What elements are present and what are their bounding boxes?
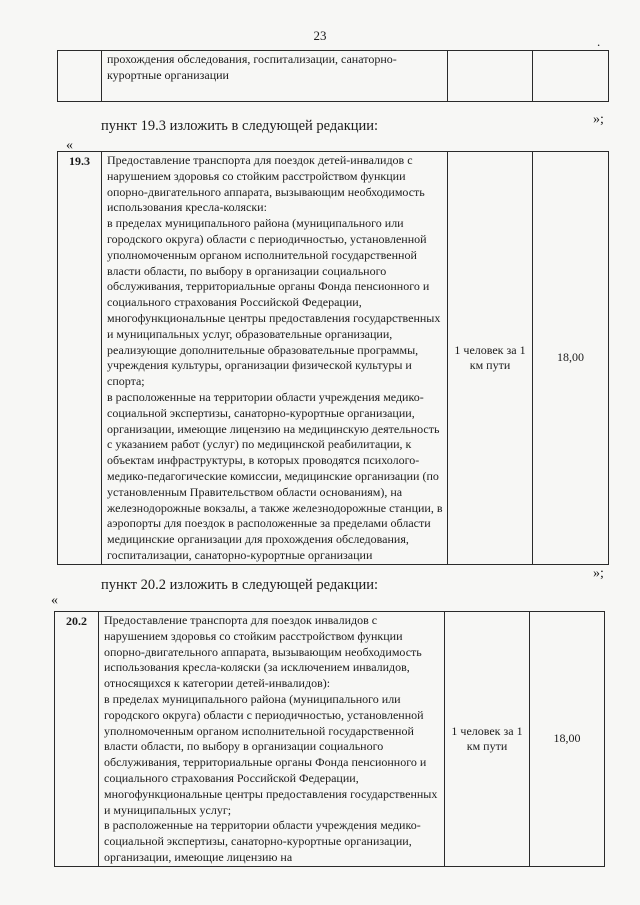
row-20-2-description: Предоставление транспорта для поездок инвалидов с нарушением здоровья со стойким расстройством функции опорно-двигательного аппарата, вызывающим необходимость использования кресла-коляски (за исключением инвалидов, относящихся к категории детей-инвалидов): в пределах муниципального района (муниципального или городского округа) области с периодичностью, установленной уполномоченным органом исполнительной государственной власти области, по выбору в организации социального обслуживания, территориальные органы Фонда пенсионного и социального страхования Российской Федерации, многофункциональные центры предоставления государственных и муниципальных услуг; в расположенные на территории области учреждения медико-социальной экспертизы, санаторно-курортные организации, организации, имеющие лицензию на xyxy=(104,613,438,864)
section1-heading: пункт 19.3 изложить в следующей редакции: xyxy=(101,118,379,134)
row-20-2-unit: 1 человек за 1 км пути xyxy=(445,612,530,867)
section1-table xyxy=(57,151,609,565)
section2-open-quote: « xyxy=(51,593,58,608)
row-19-3-description: Предоставление транспорта для поездок детей-инвалидов с нарушением здоровья со стойким расстройством функции опорно-двигательного аппарата, вызывающим необходимость использования кресла-коляски: в пределах муниципального района (муниципального или городского округа) области с периодичностью, установленной уполномоченным органом исполнительной государственной власти области, по выбору в организации социального обслуживания, территориальные органы Фонда пенсионного и социального страхования Российской Федерации, многофункциональные центры предоставления государственных и муниципальных услуг, образовательные организации, реализующие дополнительные образовательные программы, учреждения культуры, организации физической культуры и спорта; в расположенные на территории области учреждения медико-социальной экспертизы, санаторно-курортные организации, организации, имеющие лицензию на медицинскую деятельность с указанием работ (услуг) по медицинской реабилитации, к объектам инфраструктуры, в которых проводятся психолого-медико-педагогические комиссии, медицинские организации (по установленным Правительством области основаниям), на железнодорожные вокзалы, а также железнодорожные станции, в аэропорты для поездок в расположенные за пределами области медицинские организации для прохождения обследования, госпитализации, санаторно-курортные организации xyxy=(107,153,443,562)
top-row-price-cell xyxy=(533,51,609,102)
section2-table xyxy=(54,611,605,867)
scan-dot: . xyxy=(597,34,601,49)
row-19-3-unit: 1 человек за 1 км пути xyxy=(448,152,533,565)
top-row-text: прохождения обследования, госпитализации, санаторно-курортные организации xyxy=(102,51,448,102)
top-row-unit-cell xyxy=(448,51,533,102)
top-row-number-cell xyxy=(58,51,102,102)
row-19-3-price: 18,00 xyxy=(533,152,609,565)
row-20-2-price: 18,00 xyxy=(530,612,605,867)
row-20-2-text xyxy=(99,612,445,867)
section2-close-quote: »; xyxy=(593,566,604,581)
section1-open-quote: « xyxy=(66,138,73,153)
row-19-3-text xyxy=(102,152,448,565)
row-20-2-number: 20.2 xyxy=(55,612,99,867)
top-continuation-table xyxy=(57,50,609,102)
section2-heading: пункт 20.2 изложить в следующей редакции: xyxy=(101,577,379,593)
section1-close-quote: »; xyxy=(593,112,604,127)
row-19-3-number: 19.3 xyxy=(58,152,102,565)
page-number: 23 xyxy=(313,28,327,43)
